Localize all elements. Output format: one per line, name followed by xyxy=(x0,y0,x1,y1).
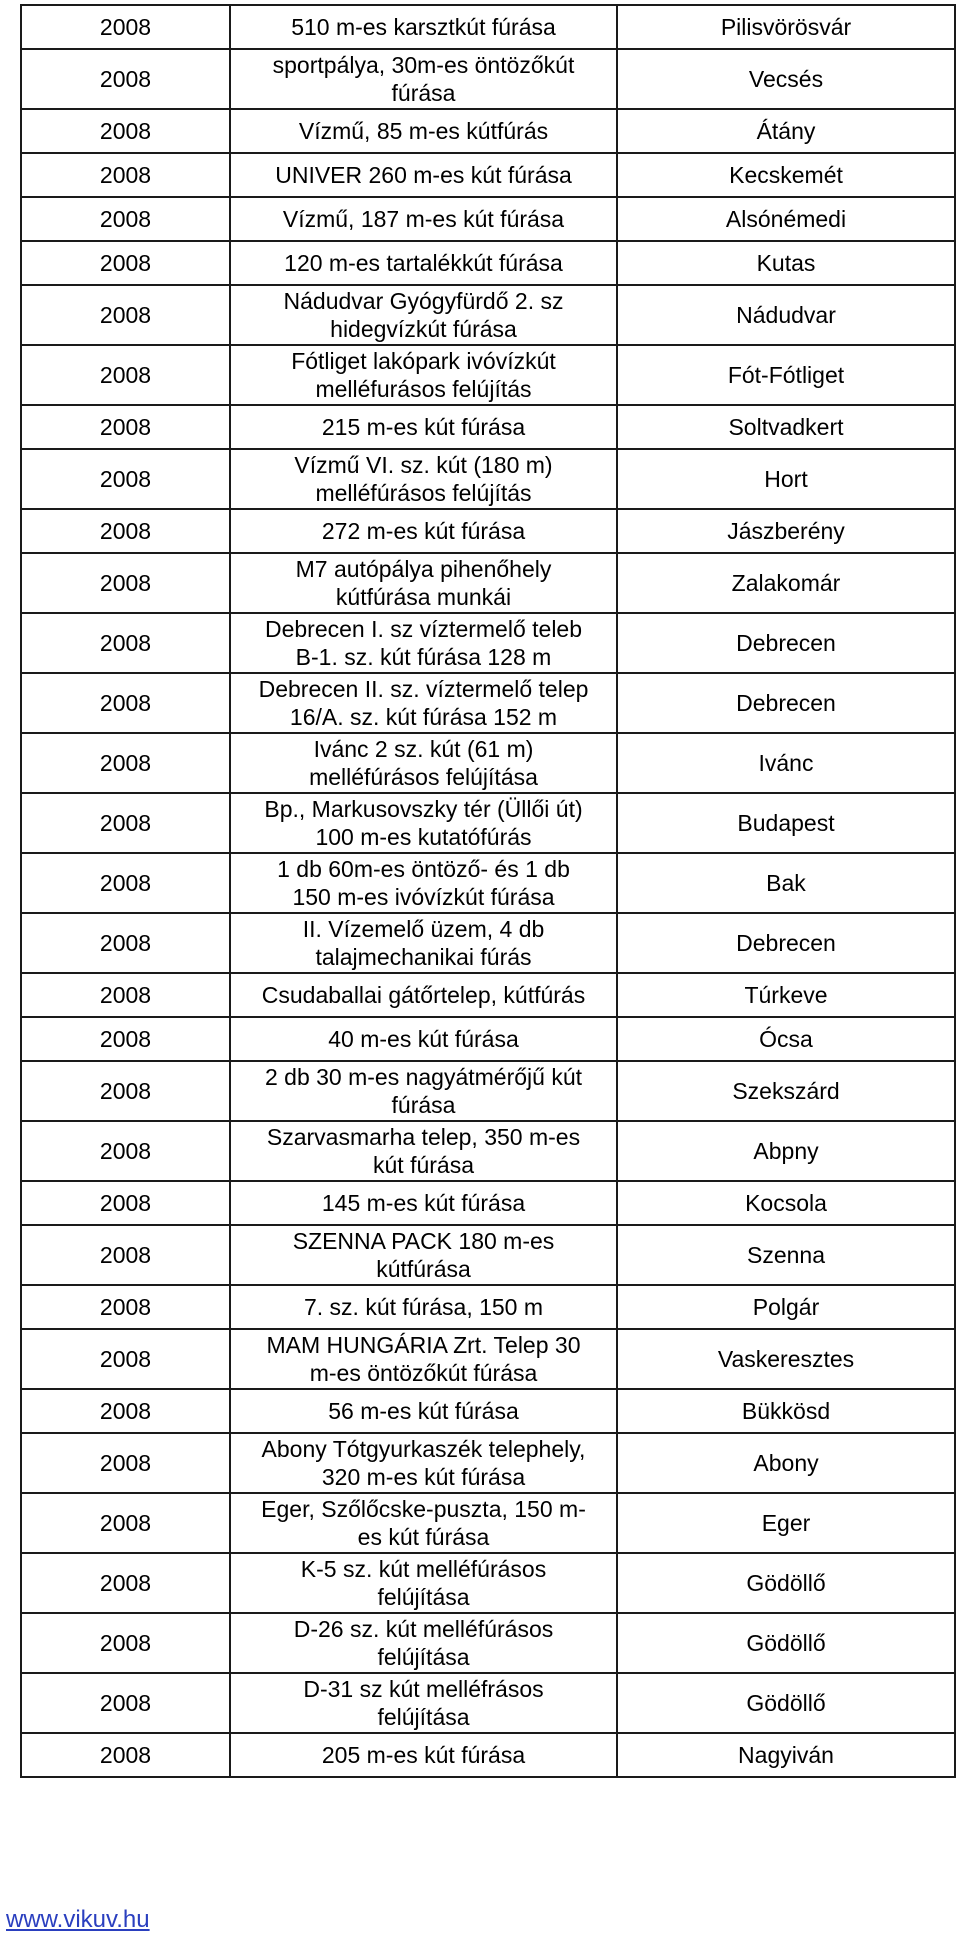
table-row xyxy=(21,345,955,405)
description-line: 2 db 30 m-es nagyátmérőjű kút xyxy=(264,1064,583,1090)
description-line: Ivánc 2 sz. kút (61 m) xyxy=(313,736,534,762)
description-line: felújítása xyxy=(377,1704,470,1730)
place-cell: Fót-Fótliget xyxy=(617,345,955,405)
place-cell: Szekszárd xyxy=(617,1061,955,1121)
place-cell: Polgár xyxy=(617,1285,955,1329)
table-row xyxy=(21,613,955,673)
description-line: 272 m-es kút fúrása xyxy=(321,517,526,544)
description-line: Vízmű, 187 m-es kút fúrása xyxy=(282,205,565,232)
table-row xyxy=(21,673,955,733)
description-line: 40 m-es kút fúrása xyxy=(328,1025,519,1052)
description-line: Debrecen I. sz víztermelő teleb xyxy=(264,616,583,642)
description-line: Vízmű VI. sz. kút (180 m) xyxy=(294,452,553,478)
description-line: felújítása xyxy=(377,1584,470,1610)
description-line: 320 m-es kút fúrása xyxy=(321,1464,526,1490)
description-line: 120 m-es tartalékkút fúrása xyxy=(284,249,563,276)
description-cell xyxy=(230,733,617,793)
place-cell: Bak xyxy=(617,853,955,913)
table-row xyxy=(21,1329,955,1389)
description-cell xyxy=(230,913,617,973)
table-row xyxy=(21,1493,955,1553)
place-cell: Soltvadkert xyxy=(617,405,955,449)
table-row xyxy=(21,1061,955,1121)
table-row xyxy=(21,405,955,449)
place-cell: Gödöllő xyxy=(617,1673,955,1733)
place-cell: Nádudvar xyxy=(617,285,955,345)
table-row xyxy=(21,793,955,853)
description-line: 215 m-es kút fúrása xyxy=(321,413,526,440)
place-cell: Debrecen xyxy=(617,613,955,673)
place-cell: Budapest xyxy=(617,793,955,853)
year-cell: 2008 xyxy=(21,553,230,613)
description-line: 510 m-es karsztkút fúrása xyxy=(291,13,556,40)
description-line: 150 m-es ivóvízkút fúrása xyxy=(292,884,555,910)
description-line: hidegvízkút fúrása xyxy=(330,316,517,342)
year-cell: 2008 xyxy=(21,1329,230,1389)
year-cell: 2008 xyxy=(21,853,230,913)
description-cell xyxy=(230,153,617,197)
description-line: sportpálya, 30m-es öntözőkút xyxy=(272,52,575,78)
description-line: melléfúrásos felújítása xyxy=(309,764,538,790)
table-row xyxy=(21,1225,955,1285)
table-row xyxy=(21,853,955,913)
description-line: Debrecen II. sz. víztermelő telep xyxy=(258,676,589,702)
year-cell: 2008 xyxy=(21,1225,230,1285)
description-line: kútfúrása munkái xyxy=(335,584,512,610)
description-cell xyxy=(230,1017,617,1061)
table-row xyxy=(21,913,955,973)
year-cell: 2008 xyxy=(21,1553,230,1613)
year-cell: 2008 xyxy=(21,1673,230,1733)
description-line: m-es öntözőkút fúrása xyxy=(309,1360,538,1386)
place-cell: Túrkeve xyxy=(617,973,955,1017)
place-cell: Szenna xyxy=(617,1225,955,1285)
description-line: 100 m-es kutatófúrás xyxy=(315,824,532,850)
description-line: MAM HUNGÁRIA Zrt. Telep 30 xyxy=(266,1332,581,1358)
year-cell: 2008 xyxy=(21,913,230,973)
place-cell: Vecsés xyxy=(617,49,955,109)
description-cell xyxy=(230,973,617,1017)
description-line: melléfúrásos felújítás xyxy=(315,480,532,506)
table-row xyxy=(21,449,955,509)
description-line: 16/A. sz. kút fúrása 152 m xyxy=(289,704,558,730)
description-line: Eger, Szőlőcske-puszta, 150 m- xyxy=(261,1496,586,1522)
description-line: Szarvasmarha telep, 350 m-es xyxy=(266,1124,581,1150)
description-cell xyxy=(230,5,617,49)
projects-table-body xyxy=(21,5,955,1777)
description-line: D-31 sz kút melléfrásos xyxy=(303,1676,544,1702)
description-cell xyxy=(230,553,617,613)
description-line: Abony Tótgyurkaszék telephely, xyxy=(261,1436,586,1462)
year-cell: 2008 xyxy=(21,1433,230,1493)
place-cell: Hort xyxy=(617,449,955,509)
description-cell xyxy=(230,1493,617,1553)
description-line: SZENNA PACK 180 m-es xyxy=(292,1228,555,1254)
year-cell: 2008 xyxy=(21,241,230,285)
year-cell: 2008 xyxy=(21,613,230,673)
description-cell xyxy=(230,285,617,345)
description-line: melléfurásos felújítás xyxy=(315,376,532,402)
description-cell xyxy=(230,197,617,241)
description-line: 1 db 60m-es öntöző- és 1 db xyxy=(277,856,570,882)
table-row xyxy=(21,1733,955,1777)
table-row xyxy=(21,1389,955,1433)
year-cell: 2008 xyxy=(21,405,230,449)
table-row xyxy=(21,241,955,285)
description-cell xyxy=(230,1061,617,1121)
table-row xyxy=(21,1673,955,1733)
description-line: 7. sz. kút fúrása, 150 m xyxy=(303,1293,544,1320)
year-cell: 2008 xyxy=(21,49,230,109)
place-cell: Eger xyxy=(617,1493,955,1553)
year-cell: 2008 xyxy=(21,449,230,509)
table-row xyxy=(21,1017,955,1061)
year-cell: 2008 xyxy=(21,1613,230,1673)
table-row xyxy=(21,5,955,49)
description-cell xyxy=(230,49,617,109)
year-cell: 2008 xyxy=(21,345,230,405)
description-cell xyxy=(230,793,617,853)
table-row xyxy=(21,109,955,153)
description-cell xyxy=(230,1673,617,1733)
description-cell xyxy=(230,345,617,405)
year-cell: 2008 xyxy=(21,1493,230,1553)
year-cell: 2008 xyxy=(21,285,230,345)
place-cell: Zalakomár xyxy=(617,553,955,613)
year-cell: 2008 xyxy=(21,109,230,153)
description-line: Fótliget lakópark ivóvízkút xyxy=(291,348,556,374)
table-row xyxy=(21,1121,955,1181)
place-cell: Abony xyxy=(617,1433,955,1493)
description-line: M7 autópálya pihenőhely xyxy=(295,556,552,582)
description-line: fúrása xyxy=(391,1092,456,1118)
description-line: B-1. sz. kút fúrása 128 m xyxy=(295,644,552,670)
year-cell: 2008 xyxy=(21,1733,230,1777)
description-cell xyxy=(230,449,617,509)
description-line: 56 m-es kút fúrása xyxy=(328,1397,519,1424)
year-cell: 2008 xyxy=(21,1285,230,1329)
place-cell: Átány xyxy=(617,109,955,153)
year-cell: 2008 xyxy=(21,1181,230,1225)
table-row xyxy=(21,1433,955,1493)
description-cell xyxy=(230,1121,617,1181)
description-cell xyxy=(230,1329,617,1389)
description-cell xyxy=(230,241,617,285)
year-cell: 2008 xyxy=(21,1061,230,1121)
description-line: kút fúrása xyxy=(373,1152,474,1178)
place-cell: Vaskeresztes xyxy=(617,1329,955,1389)
description-cell xyxy=(230,509,617,553)
place-cell: Abpny xyxy=(617,1121,955,1181)
table-row xyxy=(21,733,955,793)
place-cell: Gödöllő xyxy=(617,1613,955,1673)
place-cell: Debrecen xyxy=(617,913,955,973)
description-cell xyxy=(230,1733,617,1777)
table-row xyxy=(21,1285,955,1329)
description-cell xyxy=(230,673,617,733)
description-line: kútfúrása xyxy=(376,1256,471,1282)
place-cell: Alsónémedi xyxy=(617,197,955,241)
place-cell: Kutas xyxy=(617,241,955,285)
description-cell xyxy=(230,853,617,913)
description-line: Vízmű, 85 m-es kútfúrás xyxy=(298,117,549,144)
description-line: Bp., Markusovszky tér (Üllői út) xyxy=(264,796,583,822)
place-cell: Kocsola xyxy=(617,1181,955,1225)
year-cell: 2008 xyxy=(21,973,230,1017)
description-cell xyxy=(230,1389,617,1433)
place-cell: Bükkösd xyxy=(617,1389,955,1433)
year-cell: 2008 xyxy=(21,793,230,853)
footer-link[interactable]: www.vikuv.hu xyxy=(6,1906,150,1933)
year-cell: 2008 xyxy=(21,197,230,241)
description-line: 145 m-es kút fúrása xyxy=(321,1189,526,1216)
table-row xyxy=(21,1613,955,1673)
description-cell xyxy=(230,613,617,673)
description-cell xyxy=(230,1285,617,1329)
description-cell xyxy=(230,109,617,153)
description-line: fúrása xyxy=(391,80,456,106)
description-line: Csudaballai gátőrtelep, kútfúrás xyxy=(261,981,586,1008)
table-row xyxy=(21,153,955,197)
document-page xyxy=(20,4,954,1778)
place-cell: Pilisvörösvár xyxy=(617,5,955,49)
table-row xyxy=(21,509,955,553)
description-cell xyxy=(230,405,617,449)
description-cell xyxy=(230,1613,617,1673)
description-line: felújítása xyxy=(377,1644,470,1670)
description-line: Nádudvar Gyógyfürdő 2. sz xyxy=(283,288,564,314)
description-cell xyxy=(230,1433,617,1493)
table-row xyxy=(21,49,955,109)
description-line: II. Vízemelő üzem, 4 db xyxy=(302,916,545,942)
description-line: UNIVER 260 m-es kút fúrása xyxy=(275,161,572,188)
year-cell: 2008 xyxy=(21,1389,230,1433)
year-cell: 2008 xyxy=(21,733,230,793)
projects-table xyxy=(20,4,956,1778)
place-cell: Gödöllő xyxy=(617,1553,955,1613)
description-line: talajmechanikai fúrás xyxy=(315,944,532,970)
description-line: D-26 sz. kút melléfúrásos xyxy=(293,1616,554,1642)
year-cell: 2008 xyxy=(21,673,230,733)
year-cell: 2008 xyxy=(21,509,230,553)
year-cell: 2008 xyxy=(21,153,230,197)
description-cell xyxy=(230,1225,617,1285)
place-cell: Ivánc xyxy=(617,733,955,793)
year-cell: 2008 xyxy=(21,5,230,49)
place-cell: Nagyiván xyxy=(617,1733,955,1777)
table-row xyxy=(21,1181,955,1225)
table-row xyxy=(21,1553,955,1613)
description-cell xyxy=(230,1553,617,1613)
table-row xyxy=(21,197,955,241)
table-row xyxy=(21,973,955,1017)
table-row xyxy=(21,553,955,613)
description-line: es kút fúrása xyxy=(357,1524,490,1550)
description-line: K-5 sz. kút melléfúrásos xyxy=(300,1556,547,1582)
year-cell: 2008 xyxy=(21,1017,230,1061)
description-line: 205 m-es kút fúrása xyxy=(321,1741,526,1768)
place-cell: Ócsa xyxy=(617,1017,955,1061)
table-row xyxy=(21,285,955,345)
place-cell: Kecskemét xyxy=(617,153,955,197)
place-cell: Debrecen xyxy=(617,673,955,733)
description-cell xyxy=(230,1181,617,1225)
year-cell: 2008 xyxy=(21,1121,230,1181)
place-cell: Jászberény xyxy=(617,509,955,553)
